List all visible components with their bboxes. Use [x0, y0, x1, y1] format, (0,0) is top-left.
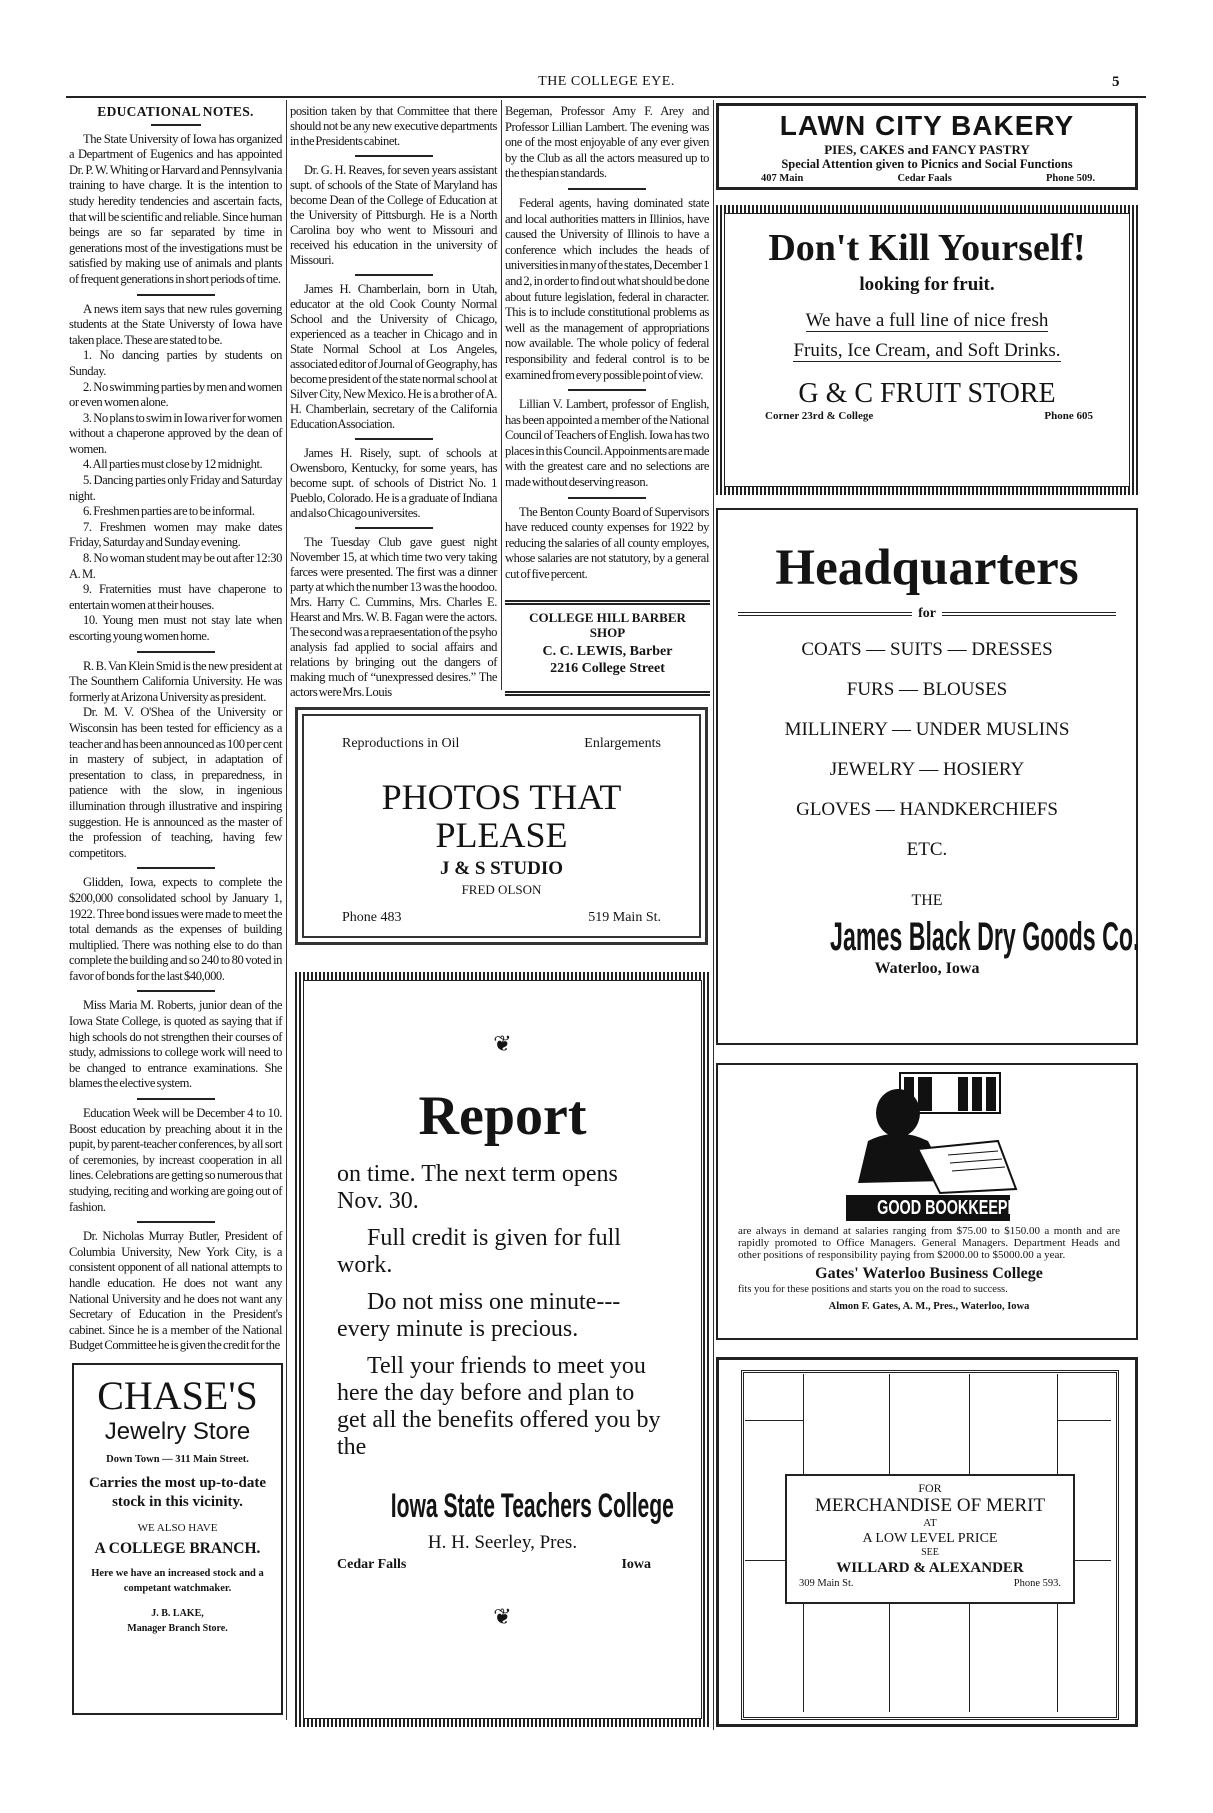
barber-address: 2216 College Street — [550, 661, 665, 676]
fruit-ad-headline: Don't Kill Yourself! — [768, 227, 1086, 269]
business-college-tagline: fits you for these positions and starts you on the road to success. — [738, 1284, 1008, 1295]
company-name — [718, 914, 1140, 960]
fruit-store-phone: Phone 605 — [1044, 410, 1093, 422]
article-paragraph: Dr. M. V. O'Shea of the University or Wisconsin has been tested for efficiency as a teacher and has been announced as 100 per cent in mastery of subject, in adaptation of presentation to class, in preparedness, in patience with the slow, in ingenious illumination through illustrative and inspiring suggestion. He is announced as the master of the profession of teaching, having few competitors. — [69, 705, 282, 860]
column-divider — [501, 100, 502, 690]
article-separator — [355, 438, 433, 440]
article-paragraph: James H. Risely, supt. of schools at Owensboro, Kentucky, for some years, has become supt. of schools of District No. 1 Pueblo, Colorado. He is a graduate of Indiana and also Chicago universites. — [290, 446, 497, 520]
ornament-icon: ❦ — [493, 1604, 512, 1629]
article-paragraph: 4. All parties must close by 12 midnight. — [83, 457, 263, 472]
article-paragraph: The Tuesday Club gave guest night November 15, at which time two very taking farces were presented. The first was a dinner party at which the number 13 was the hoodoo. Mrs. Harry C. Cummins, Mrs. Charles E. Hearst and Mrs. W. B. Fagan were the actors. The second was a repraesentation of the psyho analysis fad applied to social affairs and relations by bringing out the dangers of making much of “unexpressed desires.” The actors were Mrs. Louis — [290, 535, 497, 699]
article-paragraph: 9. Fraternities must have chaperone to entertain women at their houses. — [69, 582, 282, 612]
college-branch: A COLLEGE BRANCH. — [94, 1540, 261, 1557]
bakery-products: PIES, CAKES and FANCY PASTRY — [824, 142, 1030, 157]
bakery-phone: Phone 509. — [1045, 173, 1095, 184]
willard-store-name: WILLARD & ALEXANDER — [836, 1560, 1024, 1576]
newspaper-title: THE COLLEGE EYE. — [538, 74, 675, 89]
see-label: SEE — [921, 1547, 939, 1558]
article-paragraph: Dr. G. H. Reaves, for seven years assistant supt. of schools of the State of Maryland has become Dean of the College of Education at the University of Pittsburgh. He is a North Carolina boy who went to Missouri and received his education in the university of Missouri. — [290, 163, 497, 267]
studio-name: J & S STUDIO — [440, 858, 563, 879]
willard-alexander-ad — [716, 1357, 1138, 1727]
the-label: THE — [911, 892, 943, 909]
jeweler-name: CHASE'S — [97, 1373, 258, 1418]
at-label: AT — [923, 1517, 937, 1529]
article-list — [290, 104, 497, 700]
article-paragraph: 6. Freshmen parties are to be informal. — [83, 504, 255, 519]
dry-goods-ad — [716, 508, 1138, 1045]
article-separator — [568, 188, 646, 190]
college-name-text: Iowa State Teachers College — [390, 1487, 674, 1525]
report-paragraph: on time. The next term opens Nov. 30. — [337, 1161, 618, 1214]
bakery-ad — [716, 103, 1138, 190]
branch-description: Here we have an increased stock and a competant watchmaker. — [91, 1568, 264, 1594]
merchandise-line: ETC. — [906, 839, 948, 860]
barber-name: C. C. LEWIS, Barber — [542, 644, 673, 659]
manager-name: J. B. LAKE, — [151, 1608, 204, 1619]
company-name-text: James Black Dry Goods Co. — [830, 915, 1140, 959]
college-location-row — [304, 1554, 701, 1574]
section-heading: EDUCATIONAL NOTES. — [97, 104, 254, 119]
bakery-city: Cedar Faals — [897, 173, 952, 184]
article-separator — [568, 389, 646, 391]
willard-contact-row — [787, 1577, 1073, 1590]
merchandise-line: FURS — BLOUSES — [846, 679, 1008, 700]
fruit-store-address: Corner 23rd & College — [765, 410, 874, 422]
dry-goods-headline: Headquarters — [775, 540, 1079, 596]
article-paragraph: A news item says that new rules governing students at the State Universty of Iowa have taken place. These are stated to be. — [69, 301, 282, 347]
article-paragraph: The State University of Iowa has organized a Department of Eugenics and has appointed Dr. P. W. Whiting or Harvard and Pennsylvania training to have charge. It is the intention to study heredity tendencies and ascertain facts, that will be scientific and reliable. Since human beings are so far separated by time in generations most of the investigations must be satisfied by making use of animals and plants of frequent generations in short periods of time. — [69, 131, 282, 286]
article-separator — [137, 990, 215, 992]
news-column-2 — [290, 104, 497, 700]
photo-ad-headline: PHOTOS THAT — [381, 777, 622, 817]
chases-jewelry-ad — [72, 1363, 283, 1715]
for-label: FOR — [918, 1481, 942, 1495]
fruit-store-name: G & C FRUIT STORE — [798, 378, 1056, 409]
fruit-ad-subheadline: looking for fruit. — [859, 274, 995, 295]
college-president: H. H. Seerley, Pres. — [427, 1532, 578, 1553]
college-name — [304, 1485, 701, 1528]
bakery-special: Special Attention given to Picnics and Social Functions — [781, 157, 1073, 171]
column-divider — [286, 100, 287, 1720]
article-list — [505, 104, 709, 583]
merchandise-list — [718, 630, 1136, 870]
merchandise-line: JEWELRY — HOSIERY — [829, 759, 1025, 780]
also-have-label: WE ALSO HAVE — [137, 1522, 218, 1534]
photo-ad-service-left: Reproductions in Oil — [342, 736, 460, 751]
willard-phone: Phone 593. — [1013, 1578, 1061, 1589]
column-divider — [713, 100, 714, 1730]
article-separator — [355, 155, 433, 157]
price-line: A LOW LEVEL PRICE — [862, 1531, 998, 1546]
article-paragraph: Lillian V. Lambert, professor of English, has been appointed a member of the National Council of Teachers of English. Iowa has two places in this Council. Appoinments are made with the greatest care and no selections are made without deserving reason. — [505, 397, 709, 490]
studio-address: 519 Main St. — [588, 910, 661, 925]
fruit-contact-row — [725, 410, 1129, 423]
article-separator — [568, 497, 646, 499]
article-paragraph: 7. Freshmen women may make dates Friday, Saturday and Sunday evening. — [69, 519, 282, 550]
for-divider — [738, 606, 1116, 622]
article-paragraph: 5. Dancing parties only Friday and Saturday night. — [69, 473, 282, 503]
teachers-college-ad — [295, 972, 710, 1727]
article-paragraph: Glidden, Iowa, expects to complete the $200,000 consolidated school by January 1, 1922. Three bond issues were made to meet the total demands as the expenses of building multiplied. There was nothing else to do than complete the building and so 240 to 80 voted in favor of bonds for the last $40,000. — [69, 875, 282, 983]
report-paragraph: Tell your friends to meet you here the day before and plan to get all the benefits offered you by the — [337, 1353, 661, 1460]
article-separator — [137, 651, 215, 653]
business-college-name: Gates' Waterloo Business College — [815, 1265, 1043, 1282]
barber-shop-ad — [505, 600, 710, 696]
barber-ad-title: COLLEGE HILL BARBER — [529, 610, 686, 625]
merchandise-line: GLOVES — HANDKERCHIEFS — [796, 799, 1058, 820]
bakery-address: 407 Main — [761, 173, 804, 184]
merchandise-line: MILLINERY — UNDER MUSLINS — [784, 719, 1070, 740]
article-paragraph: Begeman, Professor Amy F. Arey and Professor Lillian Lambert. The evening was one of the most enjoyable of any ever given by the Club as all the actors measured up to the thespian standards. — [505, 104, 709, 181]
heading-rule — [151, 124, 201, 126]
bookkeepers-banner — [846, 1195, 1038, 1221]
barber-ad-title-2: SHOP — [589, 625, 626, 640]
article-paragraph: 3. No plans to swim in Iowa river for women without a chaperone approved by the dean of women. — [69, 410, 282, 456]
article-separator — [355, 274, 433, 276]
article-paragraph: Education Week will be December 4 to 10. Boost education by preaching about it in the pupit, by parent-teacher conferences, by all sort of ceremonies, by increast cooperation in all lines. Celebrations are getting so numerous that studying, reciting and working are going out of fashion. — [69, 1106, 282, 1214]
willard-headline: MERCHANDISE OF MERIT — [814, 1495, 1046, 1516]
article-separator — [137, 1221, 215, 1223]
educational-notes-column — [69, 104, 282, 1354]
photo-studio-ad — [295, 707, 708, 945]
jeweler-address: Down Town — 311 Main Street. — [106, 1454, 249, 1465]
jeweler-subtitle: Jewelry Store — [104, 1418, 251, 1445]
manager-title: Manager Branch Store. — [127, 1623, 228, 1634]
article-separator — [355, 527, 433, 529]
report-body — [337, 1161, 667, 1461]
report-paragraph: Full credit is given for full work. — [337, 1225, 621, 1278]
report-headline: Report — [418, 1085, 587, 1147]
article-separator — [137, 1098, 215, 1100]
article-paragraph: 8. No woman student may be out after 12:30 A. M. — [69, 551, 282, 581]
business-college-president: Almon F. Gates, A. M., Pres., Waterloo, Iowa — [828, 1301, 1030, 1312]
college-state: Iowa — [621, 1557, 651, 1572]
photo-ad-service-right: Enlargements — [584, 736, 661, 751]
article-paragraph: Dr. Nicholas Murray Butler, President of Columbia University, New York City, is a consistent opponent of all national attempts to handle education. He does not want any National University and he does not want any Secretary of Education in the President's cabinet. Since he is a member of the National Budget Committee he is given the credit for the — [69, 1229, 282, 1353]
article-list — [69, 132, 282, 1354]
college-city: Cedar Falls — [337, 1557, 407, 1572]
fruit-store-ad — [716, 205, 1138, 495]
bookkeepers-banner-text: GOOD BOOKKEEPERS — [877, 1197, 1038, 1219]
article-paragraph: 10. Young men must not stay late when escorting young women home. — [69, 613, 282, 643]
divider-line — [738, 612, 912, 616]
studio-owner: FRED OLSON — [461, 882, 542, 897]
news-column-3 — [505, 104, 709, 583]
divider-line — [942, 612, 1116, 616]
business-college-copy — [738, 1225, 1120, 1313]
article-paragraph: 1. No dancing parties by students on Sunday. — [69, 348, 282, 378]
article-separator — [137, 867, 215, 869]
masthead-rule — [66, 96, 1146, 98]
bookkeeper-illustration-icon — [848, 1071, 1028, 1195]
fruit-ad-line: We have a full line of nice fresh — [805, 310, 1049, 331]
article-paragraph: position taken by that Committee that there should not be any new executive departments in the Presidents cabinet. — [290, 104, 497, 148]
article-separator — [137, 294, 215, 296]
photo-ad-headline-2: PLEASE — [435, 815, 568, 855]
article-paragraph: R. B. Van Klein Smid is the new president at The Sounthern California University. He was formerly at Arizona University as president. — [69, 658, 282, 704]
for-label: for — [918, 606, 936, 621]
report-paragraph: Do not miss one minute--- every minute is precious. — [337, 1289, 621, 1342]
willard-message-box — [785, 1474, 1075, 1604]
studio-phone: Phone 483 — [342, 910, 402, 925]
article-paragraph: The Benton County Board of Supervisors have reduced county expenses for 1922 by reducing the salaries of all county employes, whose salaries are not statutory, by a general cut of five percent. — [505, 504, 709, 582]
article-paragraph: James H. Chamberlain, born in Utah, educator at the old Cook County Normal School and the University of Chicago, experienced as a teacher in Chicago and in State Normal School at Los Angeles, associated editor of Journal of Geography, has become president of the state normal school at Silver City, New Mexico. He is a brother of A. H. Chamberlain, secretary of the California Education Association. — [290, 282, 497, 431]
article-paragraph: Federal agents, having dominated state and local authorities matters in Illinios, have caused the University of Illinois to have a conference which includes the heads of universities in many of the states, December 1 and 2, in order to find out what should be done about future legislation, federal in character. This is to include constitutional problems as well as the management of appropriations now available. The whole policy of federal responsibility and federal control is to be examined from every possible point of view. — [505, 195, 709, 382]
merchandise-line: COATS — SUITS — DRESSES — [801, 639, 1053, 660]
company-city: Waterloo, Iowa — [874, 960, 980, 977]
fruit-ad-line: Fruits, Ice Cream, and Soft Drinks. — [793, 340, 1061, 361]
bakery-contact-row — [719, 172, 1135, 185]
jeweler-tagline: Carries the most up-to-date stock in this vicinity. — [88, 1475, 267, 1510]
page-number: 5 — [1112, 74, 1120, 90]
salary-text: are always in demand at salaries ranging from $75.00 to $150.00 a month and are rapidly promoted to Office Managers. General Managers. Department Heads and other positions of responsibility paying from $2000.00 to $5000.00 a year. — [738, 1225, 1120, 1261]
article-paragraph: Miss Maria M. Roberts, junior dean of the Iowa State College, is quoted as saying that if high schools do not strengthen their courses of study, admissions to college work will need to be changed to entrance examinations. She blames the elective system. — [69, 998, 282, 1091]
willard-address: 309 Main St. — [799, 1578, 854, 1589]
business-college-ad — [716, 1063, 1138, 1340]
bakery-name: LAWN CITY BAKERY — [779, 110, 1075, 141]
ornament-icon: ❦ — [493, 1031, 512, 1056]
article-paragraph: 2. No swimming parties by men and women or even women alone. — [69, 379, 282, 410]
